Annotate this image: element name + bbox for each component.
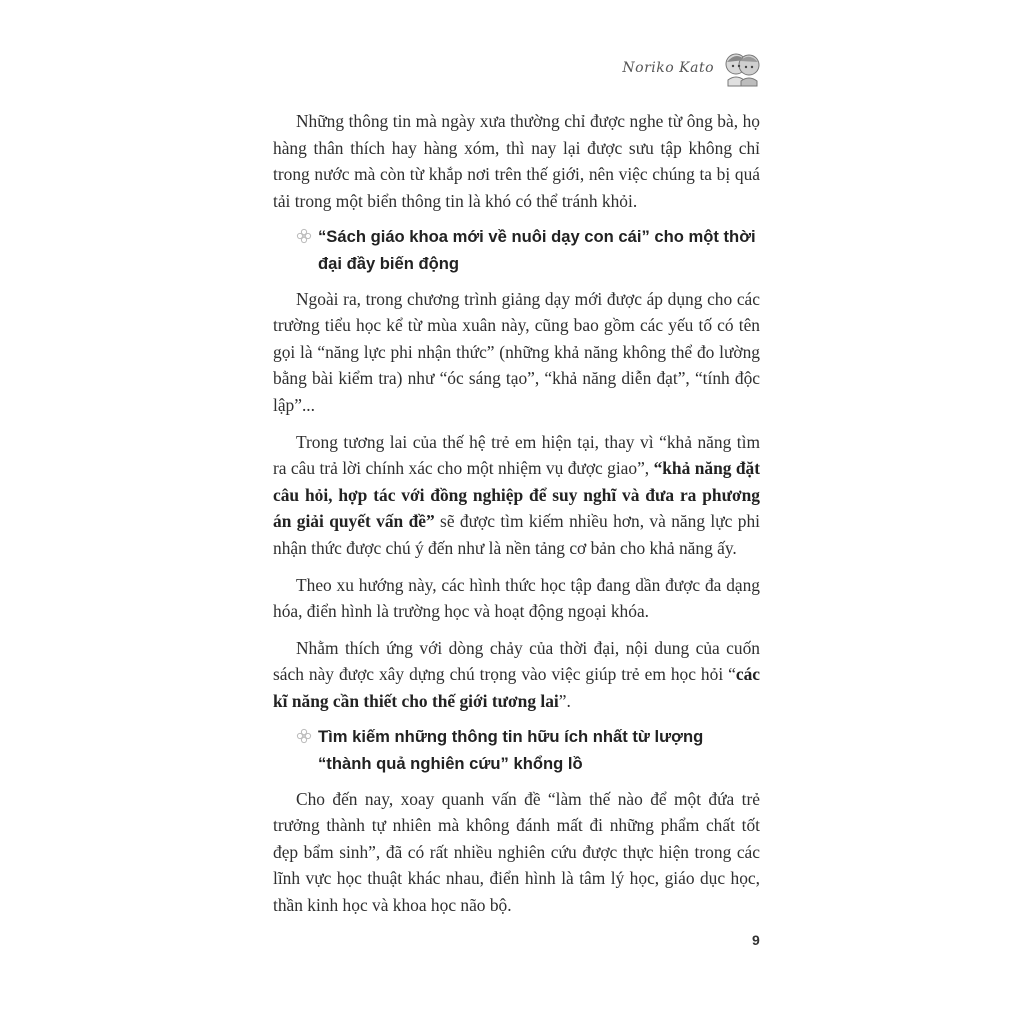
flower-icon	[296, 728, 312, 744]
page-content	[273, 108, 760, 929]
paragraph-text: ”.	[558, 690, 571, 711]
paragraph-3	[273, 429, 760, 562]
page-header	[622, 48, 762, 88]
children-logo-icon	[722, 48, 762, 88]
paragraph-5	[273, 635, 760, 715]
paragraph-1: Những thông tin mà ngày xưa thường chỉ được nghe từ ông bà, họ hàng thân thích hay hàng xóm, thì nay lại được sưu tập không chỉ trong nước mà còn từ khắp nơi trên thế giới, nên việc chúng ta bị quá tải trong một biển thông tin là khó có thể tránh khỏi.	[273, 111, 760, 211]
paragraph-text: sẽ được tìm kiếm nhiều hơn, và năng lực phi nhận thức được chú ý đến như là nền tảng cơ bản cho khả năng ấy.	[273, 511, 761, 558]
author-name: Noriko Kato	[622, 60, 714, 76]
flower-icon	[296, 228, 312, 244]
bold-phrase: các kĩ năng cần thiết cho thế giới tương lai	[273, 664, 760, 711]
section-heading-text: “Sách giáo khoa mới về nuôi dạy con cái” cho một thời đại đầy biến động	[318, 227, 756, 273]
page-number: 9	[752, 932, 760, 948]
paragraph-2: Ngoài ra, trong chương trình giảng dạy mới được áp dụng cho các trường tiểu học kể từ mùa xuân này, cũng bao gồm các yếu tố có tên gọi là “năng lực phi nhận thức” (những khả năng không thể đo lường bằng bài kiểm tra) như “óc sáng tạo”, “khả năng diễn đạt”, “tính độc lập”...	[273, 288, 760, 415]
bold-phrase: “khả năng đặt câu hỏi, hợp tác với đồng nghiệp để suy nghĩ và đưa ra phương án giải quyết vấn đề”	[273, 458, 761, 532]
paragraph-text: Trong tương lai của thế hệ trẻ em hiện tại, thay vì “khả năng tìm ra câu trả lời chính xác cho một nhiệm vụ được giao”,	[273, 431, 760, 479]
paragraph-text: Nhằm thích ứng với dòng chảy của thời đại, nội dung của cuốn sách này được xây dựng chú trọng vào việc giúp trẻ em học hỏi “	[273, 637, 760, 685]
section-heading-1	[296, 224, 760, 277]
paragraph-6: Cho đến nay, xoay quanh vấn đề “làm thế nào để một đứa trẻ trưởng thành tự nhiên mà không đánh mất đi những phẩm chất tốt đẹp bẩm sinh”, đã có rất nhiều nghiên cứu được thực hiện trong các lĩnh vực học thuật khác nhau, điển hình là tâm lý học, giáo dục học, thần kinh học và khoa học não bộ.	[273, 788, 760, 916]
paragraph-4: Theo xu hướng này, các hình thức học tập đang dần được đa dạng hóa, điển hình là trường học và hoạt động ngoại khóa.	[273, 574, 760, 622]
section-heading-2	[296, 724, 760, 777]
section-heading-text: Tìm kiếm những thông tin hữu ích nhất từ lượng “thành quả nghiên cứu” khổng lồ	[318, 727, 704, 774]
